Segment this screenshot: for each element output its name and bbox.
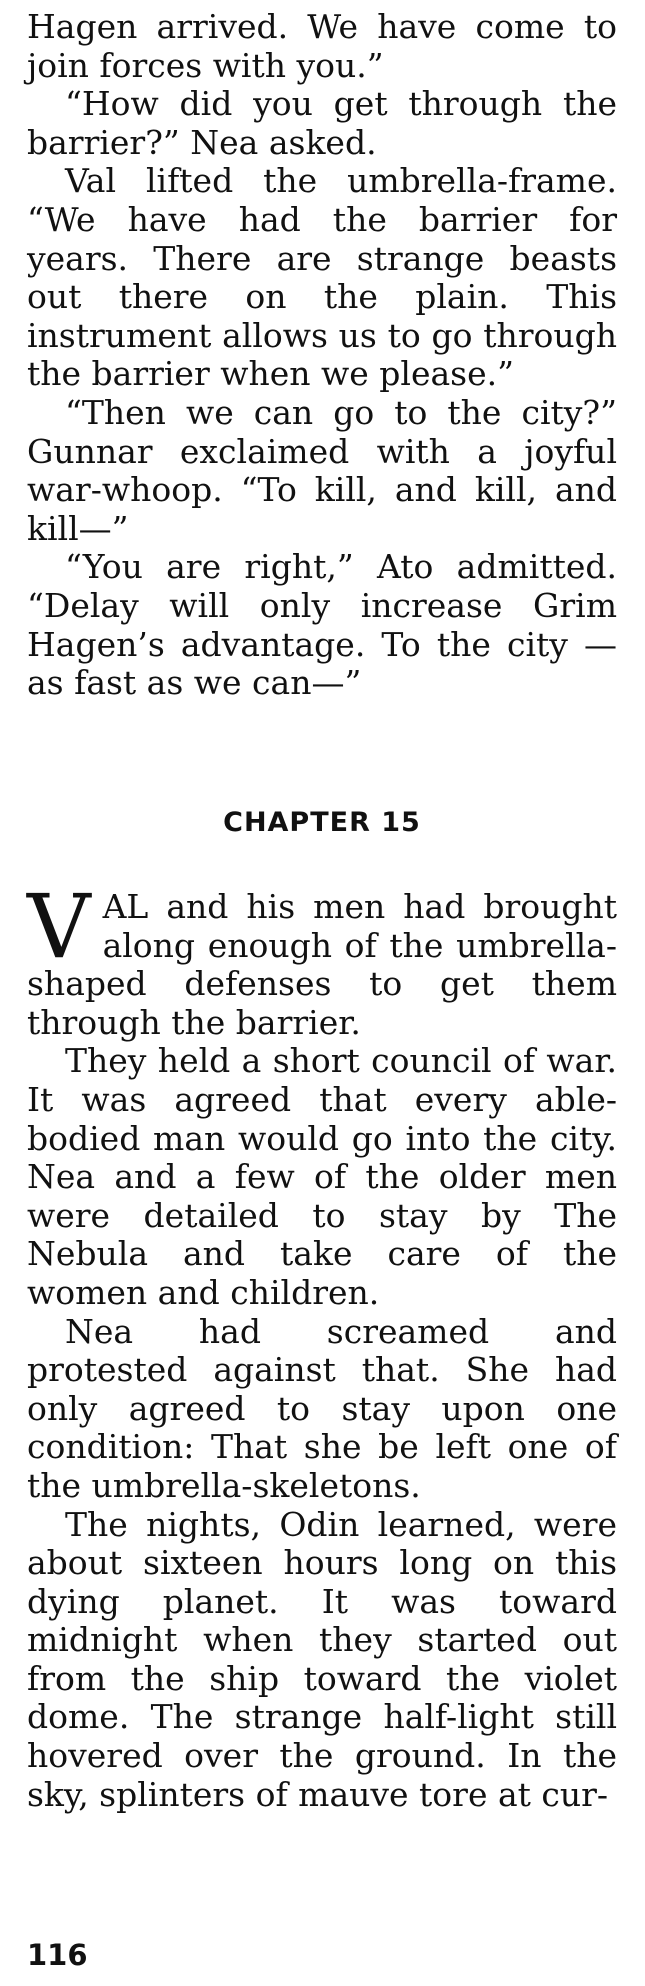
paragraph: Hagen arrived. We have come to join forces with you.”	[27, 7, 617, 85]
drop-cap: V	[27, 875, 91, 978]
chapter-text-block	[27, 875, 617, 1814]
chapter-heading: CHAPTER 15	[223, 807, 421, 838]
paragraph: “How did you get through the barrier?” Nea asked.	[27, 84, 617, 162]
top-text-block	[27, 8, 617, 703]
paragraph: Nea had screamed and protested against that. She had only agreed to stay upon one condition: That she be left one of the umbrella-skeletons.	[27, 1311, 617, 1505]
paragraph: They held a short council of war. It was agreed that every able-bodied man would go into the city. Nea and a few of the older men were detailed to stay by The Nebula and take care of the women and children.	[27, 1041, 617, 1312]
paragraph: The nights, Odin learned, were about sixteen hours long on this dying planet. It was toward midnight when they started out from the ship toward the violet dome. The strange half-light still hovered over the ground. In the sky, splinters of mauve tore at cur-	[27, 1504, 617, 1814]
chapter-opening-paragraph	[27, 875, 617, 1042]
paragraph: Val lifted the umbrella-frame. “We have had the barrier for years. There are strange beasts out there on the plain. This instrument allows us to go through the barrier when we please.”	[27, 161, 617, 394]
paragraph: “You are right,” Ato admitted. “Delay will only increase Grim Hagen’s advantage. To the city —as fast as we can—”	[27, 547, 617, 703]
opening-paragraph-text: AL and his men had brought along enough of the umbrella-shaped defenses to get them through the barrier.	[27, 887, 617, 1042]
paragraph: “Then we can go to the city?” Gunnar exclaimed with a joyful war-whoop. “To kill, and kill, and kill—”	[27, 392, 617, 548]
page-number: 116	[27, 1938, 88, 1972]
